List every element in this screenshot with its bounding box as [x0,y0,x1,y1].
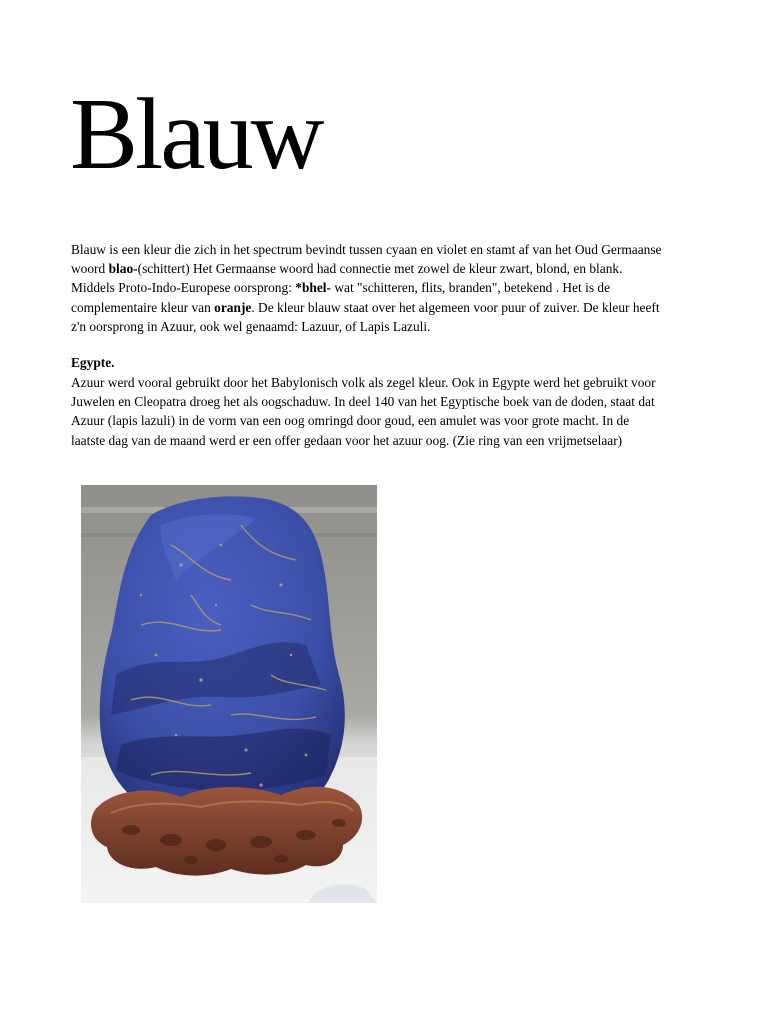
term-oranje: oranje [214,299,252,315]
egypt-line-2: Juwelen en Cleopatra droeg het als oogschaduw. In deel 140 van het Egyptische boek van de doden, staat dat [71,394,655,410]
term-bhel: *bhel- [295,280,331,296]
section-heading-egypte: Egypte. [71,355,115,370]
term-blao: blao- [108,261,138,277]
egypt-line-3: Azuur (lapis lazuli) in de vorm van een oog omringd door goud, een amulet was voor grote macht. In de [71,413,630,429]
lapis-lazuli-photo [81,485,377,903]
intro-line-1: Blauw is een kleur die zich in het spectrum bevindt tussen cyaan en violet en stamt af van het Oud Germaanse [71,242,662,257]
egypt-line-1: Azuur werd vooral gebruikt door het Babylonisch volk als zegel kleur. Ook in Egypte werd het gebruikt voor [71,375,656,390]
intro-line-5: z'n oorsprong in Azuur, ook wel genaamd: Lazuur, of Lapis Lazuli. [71,318,431,334]
intro-line-4: complementaire kleur van oranje. De kleur blauw staat over het algemeen voor puur of zuiver. De kleur heeft [71,299,660,315]
egypt-line-4: laatste dag van de maand werd er een offer gedaan voor het azuur oog. (Zie ring van een vrijmetselaar) [71,432,623,448]
page-title: Blauw [70,78,322,191]
intro-line-2: woord blao-(schittert) Het Germaanse woord had connectie met zowel de kleur zwart, blond, en blank. [71,261,623,277]
egypt-paragraph [71,373,711,450]
lapis-lazuli-illustration [81,485,377,903]
intro-line-3: Middels Proto-Indo-Europese oorsprong: *bhel- wat "schitteren, flits, branden", betekend . Het is de [71,280,611,296]
intro-paragraph [71,240,711,336]
